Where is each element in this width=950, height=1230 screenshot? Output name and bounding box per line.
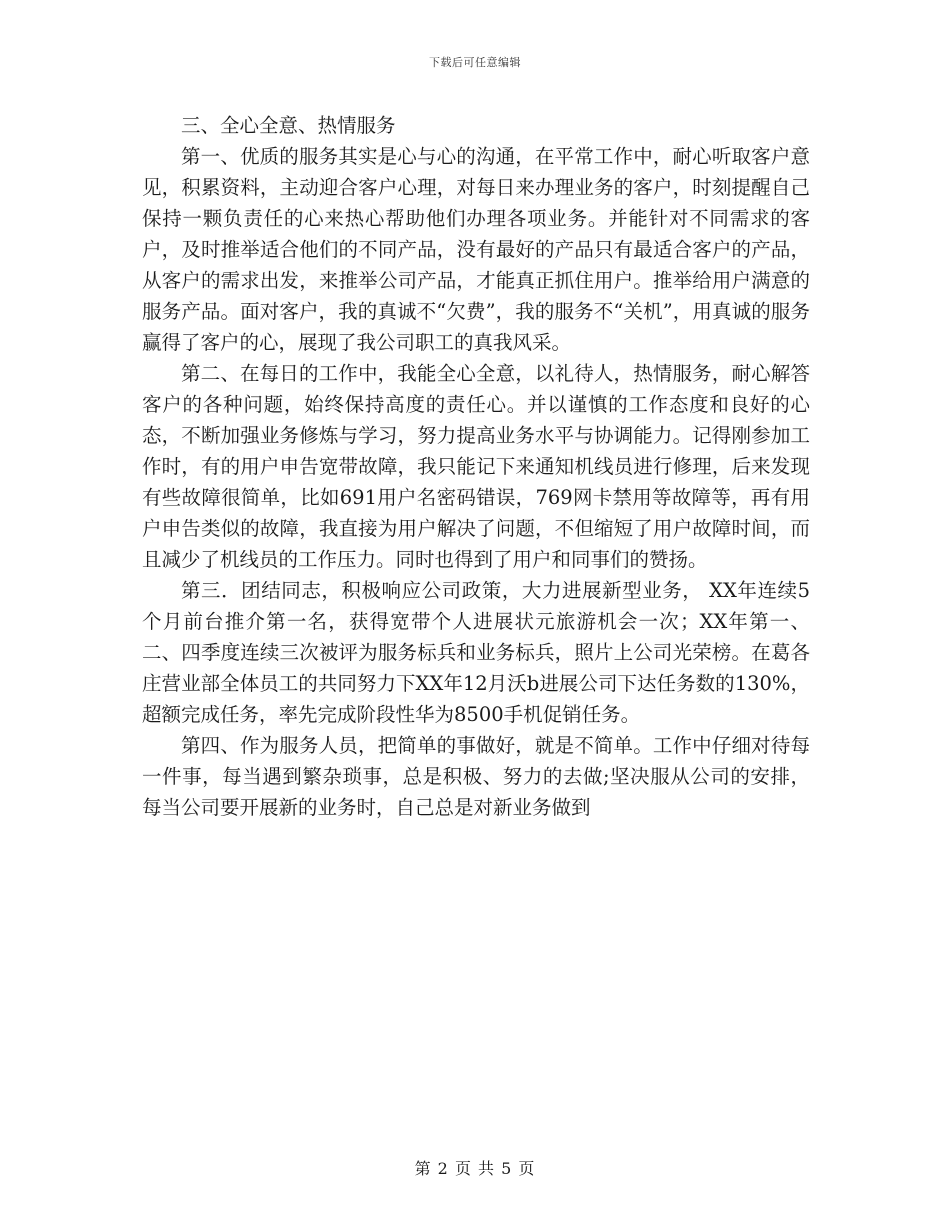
page-header: 下载后可任意编辑 <box>429 56 521 69</box>
section-heading: 三、全心全意、热情服务 <box>181 114 396 137</box>
document-body <box>142 110 810 823</box>
page-number: 第 2 页 共 5 页 <box>414 1159 536 1178</box>
paragraph-4: 第四、作为服务人员，把简单的事做好，就是不简单。工作中仔细对待每一件事，每当遇到繁杂琐事，总是积极、努力的去做;坚决服从公司的安排，每当公司要开展新的业务时，自己总是对新业务做到 <box>142 734 810 819</box>
paragraph-1: 第一、优质的服务其实是心与心的沟通，在平常工作中，耐心听取客户意见，积累资料，主动迎合客户心理，对每日来办理业务的客户，时刻提醒自己保持一颗负责任的心来热心帮助他们办理各项业务。并能针对不同需求的客户，及时推举适合他们的不同产品，没有最好的产品只有最适合客户的产品，从客户的需求出发，来推举公司产品，才能真正抓住用户。推举给用户满意的服务产品。面对客户，我的真诚不“欠费”，我的服务不“关机”，用真诚的服务赢得了客户的心，展现了我公司职工的真我风采。 <box>142 145 810 354</box>
paragraph-2: 第二、在每日的工作中，我能全心全意，以礼待人，热情服务，耐心解答客户的各种问题，始终保持高度的责任心。并以谨慎的工作态度和良好的心态，不断加强业务修炼与学习，努力提高业务水平与协调能力。记得刚参加工作时，有的用户申告宽带故障，我只能记下来通知机线员进行修理，后来发现有些故障很简单，比如691用户名密码错误，769网卡禁用等故障等，再有用户申告类似的故障，我直接为用户解决了问题，不但缩短了用户故障时间，而且减少了机线员的工作压力。同时也得到了用户和同事们的赞扬。 <box>142 362 810 571</box>
paragraph-3: 第三．团结同志，积极响应公司政策，大力进展新型业务， XX年连续5个月前台推介第一名，获得宽带个人进展状元旅游机会一次；XX年第一、二、四季度连续三次被评为服务标兵和业务标兵，照片上公司光荣榜。在葛各庄营业部全体员工的共同努力下XX年12月沃b进展公司下达任务数的130%，超额完成任务，率先完成阶段性华为8500手机促销任务。 <box>142 579 810 726</box>
